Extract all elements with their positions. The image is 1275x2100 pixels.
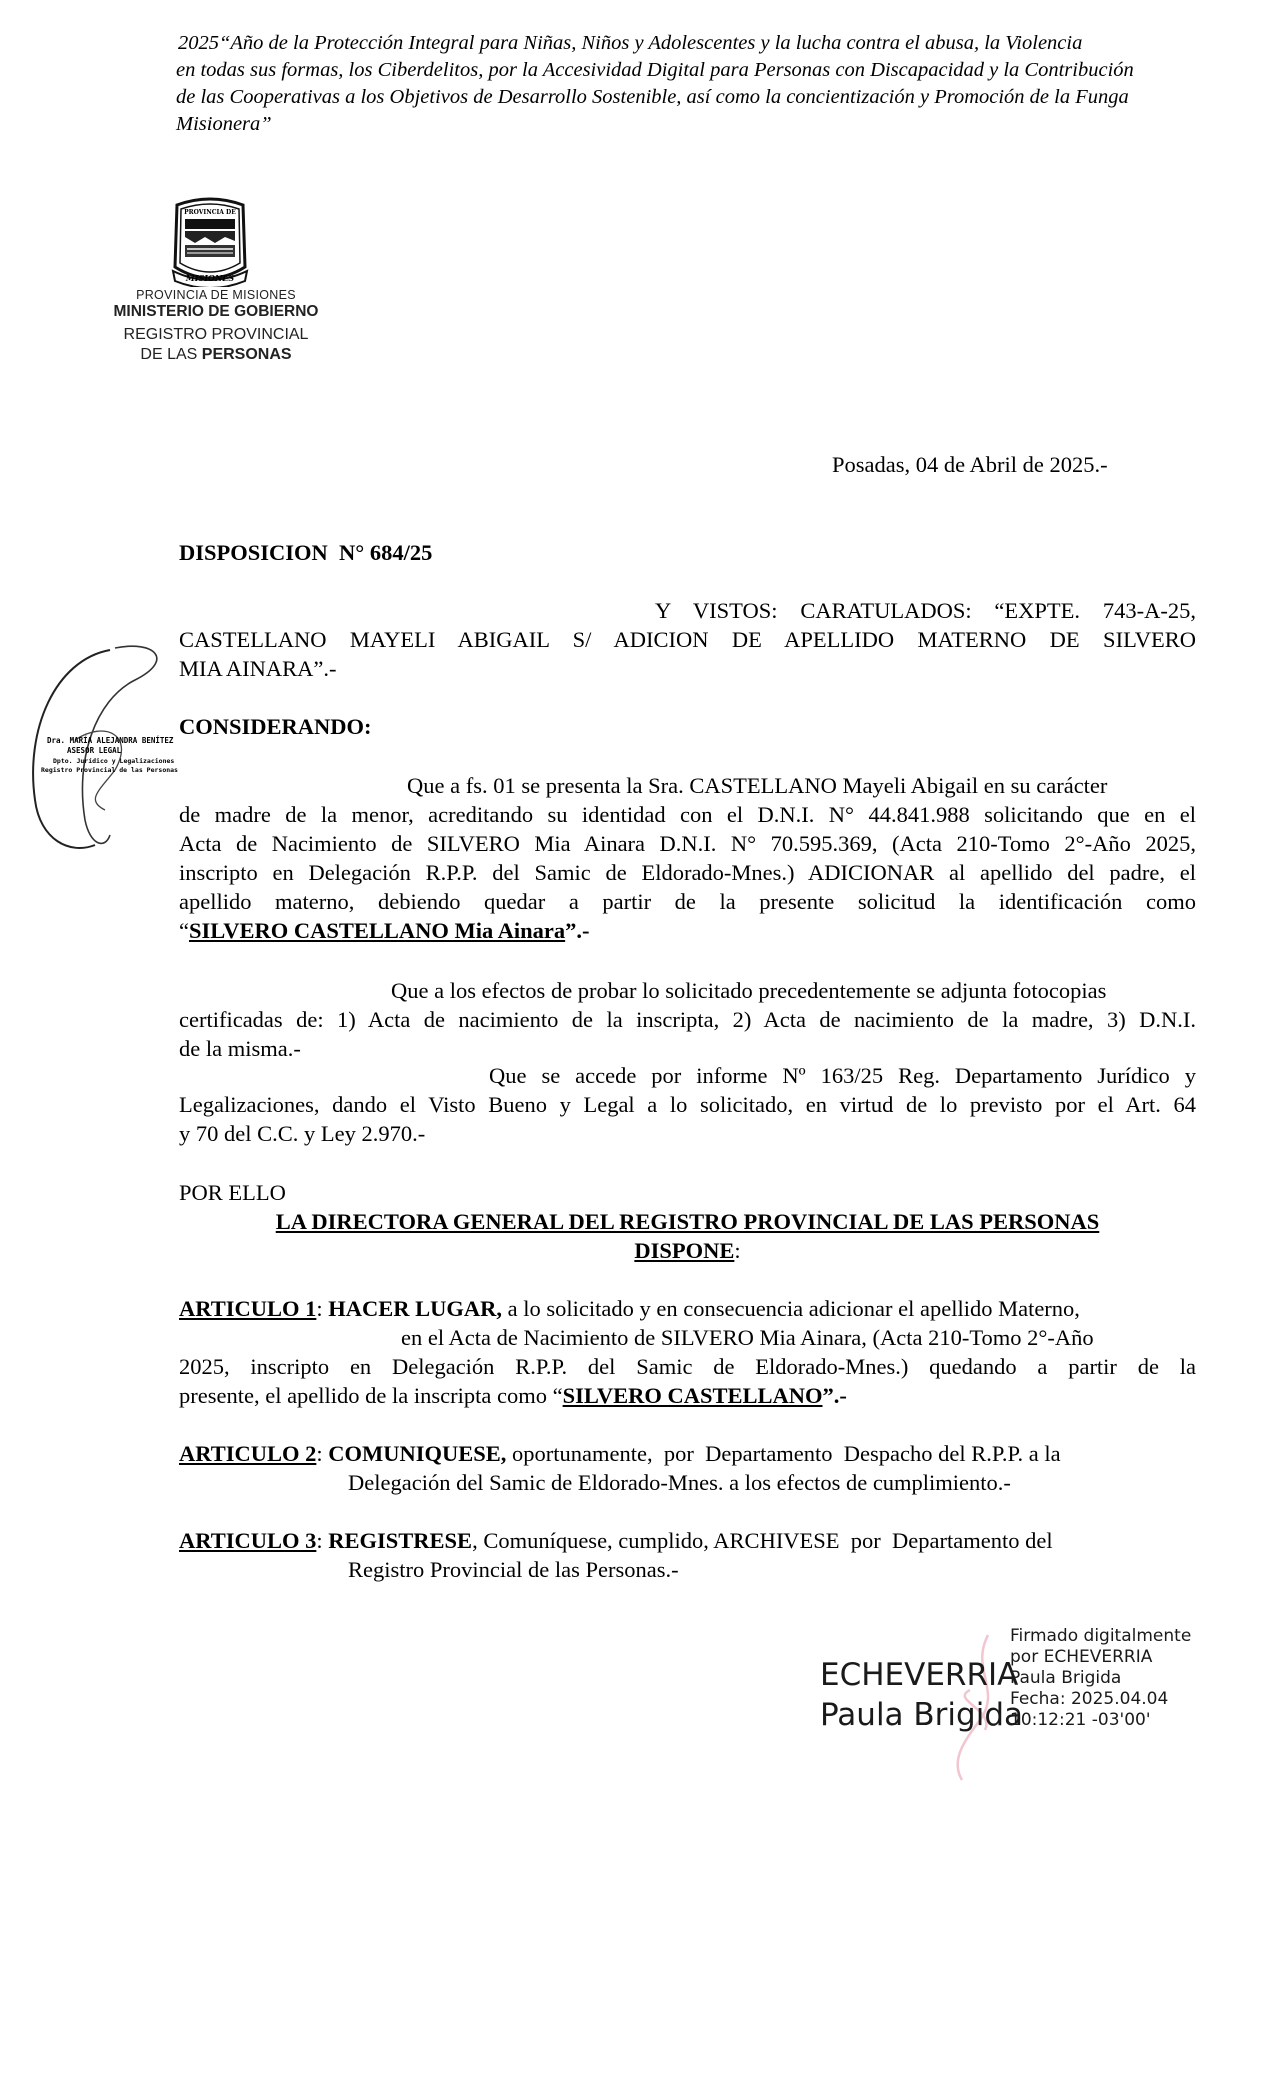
vistos-section [179, 596, 1196, 683]
articulo-line: ARTICULO 3: REGISTRESE, Comuníquese, cumplido, ARCHIVESE por Departamento del [179, 1528, 1053, 1553]
paragraph-line: Legalizaciones, dando el Visto Bueno y Legal a lo solicitado, en virtud de lo previsto por el Art. 64 [179, 1092, 1196, 1117]
signature-info-line: por ECHEVERRIA [1010, 1647, 1153, 1667]
svg-text:MISIONES: MISIONES [185, 273, 235, 283]
articulo-label: ARTICULO 1 [179, 1296, 317, 1321]
paragraph-line: Acta de Nacimiento de SILVERO Mia Ainara D.N.I. N° 70.595.369, (Acta 210-Tomo 2°-Año 2025, [179, 831, 1196, 856]
svg-text:Dpto. Jurídico y Legalizacione: Dpto. Jurídico y Legalizaciones [53, 757, 175, 765]
svg-text:Registro Provincial de las Per: Registro Provincial de las Personas [41, 766, 178, 774]
directora-line: LA DIRECTORA GENERAL DEL REGISTRO PROVINCIAL DE LAS PERSONAS [275, 1209, 1100, 1234]
articulo-line: Registro Provincial de las Personas.- [348, 1557, 679, 1582]
motto-line: de las Cooperativas a los Objetivos de Desarrollo Sostenible, así como la concientización y Promoción de la Funga [176, 86, 1129, 108]
considerando-paragraph-1 [179, 771, 1196, 945]
articulo-1 [179, 1294, 1196, 1410]
logo-province: PROVINCIA DE MISIONES [136, 288, 296, 302]
motto-line: en todas sus formas, los Ciberdelitos, por la Accesividad Digital para Personas con Discapacidad y la Contribución [176, 59, 1134, 81]
considerando-paragraph-3 [179, 1061, 1196, 1148]
digital-signature-name [820, 1655, 1023, 1735]
articulo-line: ARTICULO 1: HACER LUGAR, a lo solicitado y en consecuencia adicionar el apellido Materno, [179, 1296, 1080, 1321]
paragraph-line: de madre de la menor, acreditando su identidad con el D.N.I. N° 44.841.988 solicitando que en el [179, 802, 1196, 827]
articulo-line: ARTICULO 2: COMUNIQUESE, oportunamente, por Departamento Despacho del R.P.P. a la [179, 1441, 1061, 1466]
dispone-heading: DISPONE: [634, 1238, 741, 1263]
signer-surname: ECHEVERRIA [820, 1657, 1019, 1693]
considerando-paragraph-2 [179, 976, 1196, 1063]
articulo-label: ARTICULO 3 [179, 1528, 317, 1553]
signature-info-line: Paula Brigida [1010, 1668, 1122, 1688]
svg-text:Dra. MARÍA ALEJANDRA BENÍTEZ: Dra. MARÍA ALEJANDRA BENÍTEZ [47, 736, 174, 745]
logo-registry: REGISTRO PROVINCIAL [123, 326, 309, 343]
por-ello: POR ELLO [179, 1180, 286, 1205]
signer-given-names: Paula Brigida [820, 1697, 1023, 1733]
signature-info-line: Fecha: 2025.04.04 [1010, 1689, 1169, 1709]
new-surname: SILVERO CASTELLANO [562, 1383, 823, 1408]
institution-logo-text [96, 288, 336, 364]
date-line: Posadas, 04 de Abril de 2025.- [832, 452, 1108, 477]
paragraph-line: apellido materno, debiendo quedar a partir de la presente solicitud la identificación como [179, 889, 1196, 914]
paragraph-line: Que a fs. 01 se presenta la Sra. CASTELLANO Mayeli Abigail en su carácter [407, 773, 1108, 798]
articulo-line: en el Acta de Nacimiento de SILVERO Mia Ainara, (Acta 210-Tomo 2°-Año [401, 1325, 1094, 1350]
legal-advisor-stamp [15, 640, 185, 860]
child-full-name: SILVERO CASTELLANO Mia Ainara [189, 918, 566, 943]
motto-line: 2025“Año de la Protección Integral para Niñas, Niños y Adolescentes y la lucha contra el abusa, la Violencia [178, 32, 1083, 54]
paragraph-line: inscripto en Delegación R.P.P. del Samic de Eldorado-Mnes.) ADICIONAR al apellido del padre, el [179, 860, 1196, 885]
logo-persons: DE LAS PERSONAS [140, 346, 292, 363]
logo-ministry: MINISTERIO DE GOBIERNO [113, 303, 319, 320]
disposicion-title: DISPOSICION N° 684/25 [179, 540, 433, 565]
articulo-2 [179, 1439, 1196, 1497]
motto-line: Misionera” [176, 113, 272, 135]
provincia-misiones-seal-icon [167, 197, 253, 287]
vistos-line: MIA AINARA”.- [179, 656, 337, 681]
paragraph-line: certificadas de: 1) Acta de nacimiento de la inscripta, 2) Acta de nacimiento de la madre, 3) D.N.I. [179, 1007, 1196, 1032]
paragraph-line: Que a los efectos de probar lo solicitado precedentemente se adjunta fotocopias [391, 978, 1107, 1003]
paragraph-line: de la misma.- [179, 1036, 301, 1061]
paragraph-line: y 70 del C.C. y Ley 2.970.- [179, 1121, 426, 1146]
paragraph-line: “SILVERO CASTELLANO Mia Ainara”.- [179, 918, 590, 943]
signature-info-line: 10:12:21 -03'00' [1010, 1710, 1151, 1730]
digital-signature-info [1010, 1626, 1191, 1731]
svg-text:PROVINCIA DE: PROVINCIA DE [184, 209, 236, 216]
svg-text:ASESOR LEGAL: ASESOR LEGAL [67, 746, 122, 755]
articulo-line: 2025, inscripto en Delegación R.P.P. del Samic de Eldorado-Mnes.) quedando a partir de la [179, 1354, 1196, 1379]
paragraph-line: Que se accede por informe Nº 163/25 Reg. Departamento Jurídico y [489, 1063, 1196, 1088]
articulo-line: Delegación del Samic de Eldorado-Mnes. a los efectos de cumplimiento.- [348, 1470, 1011, 1495]
articulo-3 [179, 1526, 1196, 1584]
signature-info-line: Firmado digitalmente [1010, 1626, 1192, 1646]
articulo-label: ARTICULO 2 [179, 1441, 317, 1466]
articulo-line: presente, el apellido de la inscripta como “SILVERO CASTELLANO”.- [179, 1383, 847, 1408]
header-motto [178, 30, 1178, 138]
vistos-line: Y VISTOS: CARATULADOS: “EXPTE. 743-A-25, [655, 598, 1196, 623]
vistos-line: CASTELLANO MAYELI ABIGAIL S/ ADICION DE APELLIDO MATERNO DE SILVERO [179, 627, 1196, 652]
considerando-title: CONSIDERANDO: [179, 714, 372, 739]
